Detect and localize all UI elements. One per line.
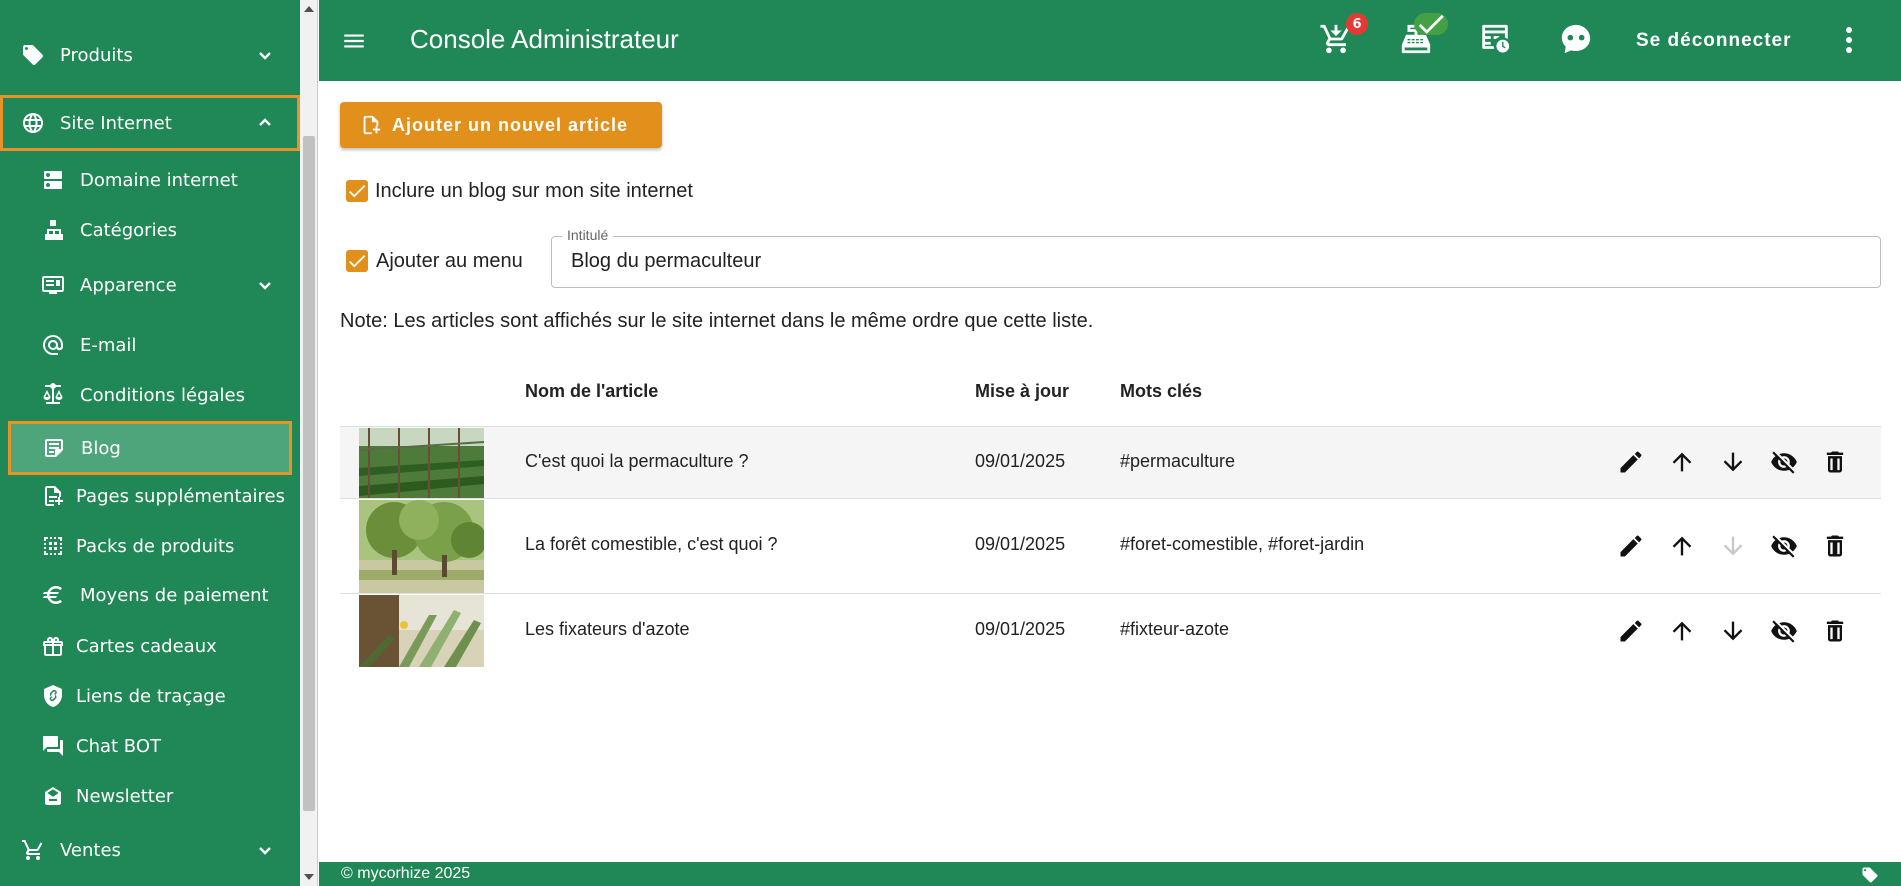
- add-article-label: Ajouter un nouvel article: [392, 114, 629, 135]
- column-header-name: Nom de l'article: [525, 381, 659, 401]
- article-name: C'est quoi la permaculture ?: [525, 451, 749, 471]
- sidebar-item-liens-de-tracage[interactable]: [0, 671, 300, 721]
- hamburger-menu-icon[interactable]: [341, 28, 367, 54]
- add-to-menu-checkbox[interactable]: [346, 250, 368, 272]
- add-to-menu-label: Ajouter au menu: [376, 250, 523, 272]
- row-actions: [1617, 617, 1872, 645]
- sidebar-item-categories[interactable]: [0, 205, 300, 255]
- at-icon: [40, 332, 66, 358]
- article-tags: #fixteur-azote: [1120, 619, 1230, 639]
- trash-icon[interactable]: [1821, 532, 1849, 560]
- add-article-button[interactable]: [340, 102, 662, 148]
- sidebar-item-label: Packs de produits: [76, 535, 235, 557]
- sidebar-item-domaine-internet[interactable]: [0, 155, 300, 205]
- cart-badge: 6: [1346, 13, 1368, 35]
- article-updated: 09/01/2025: [975, 534, 1066, 554]
- calendar-clock-icon[interactable]: [1478, 22, 1514, 58]
- hierarchy-icon: [40, 217, 66, 243]
- footer-copyright: © mycorhize 2025: [341, 865, 471, 882]
- article-thumbnail: [359, 595, 484, 667]
- sidebar: [0, 0, 300, 886]
- sidebar-item-label: Moyens de paiement: [80, 584, 269, 606]
- page-title: Console Administrateur: [410, 24, 679, 54]
- monitor-icon: [40, 272, 66, 298]
- trash-icon[interactable]: [1821, 617, 1849, 645]
- article-tags: #permaculture: [1120, 451, 1236, 471]
- sidebar-item-apparence[interactable]: [0, 260, 300, 310]
- page-add-icon: [360, 114, 382, 136]
- article-name: Les fixateurs d'azote: [525, 619, 690, 639]
- edit-icon[interactable]: [1617, 448, 1645, 476]
- article-updated: 09/01/2025: [975, 451, 1066, 471]
- balance-icon: [40, 382, 66, 408]
- table-row[interactable]: [340, 426, 1881, 498]
- sidebar-item-label: Conditions légales: [80, 384, 245, 406]
- sidebar-item-label: Apparence: [80, 274, 177, 296]
- sidebar-item-cartes-cadeaux[interactable]: [0, 621, 300, 671]
- include-blog-checkbox[interactable]: [346, 180, 368, 202]
- arrow-down-icon[interactable]: [1719, 532, 1747, 560]
- sidebar-item-packs-de-produits[interactable]: [0, 521, 300, 571]
- globe-icon: [20, 110, 46, 136]
- main-content: [319, 81, 1901, 862]
- blog-title-field[interactable]: [551, 227, 1881, 288]
- logout-button[interactable]: Se déconnecter: [1636, 30, 1792, 51]
- more-vert-icon[interactable]: [1844, 27, 1854, 55]
- sidebar-item-label: Chat BOT: [76, 735, 161, 757]
- sidebar-item-label: Liens de traçage: [76, 685, 226, 707]
- edit-icon[interactable]: [1617, 532, 1645, 560]
- sidebar-item-label: E-mail: [80, 334, 137, 356]
- trash-icon[interactable]: [1821, 448, 1849, 476]
- chevron-down-icon: [256, 46, 274, 64]
- sidebar-scrollbar[interactable]: [300, 0, 318, 886]
- blog-title-value: Blog du permaculteur: [571, 250, 762, 272]
- sidebar-item-moyens-de-paiement[interactable]: [0, 570, 300, 620]
- chevron-up-icon: [256, 114, 274, 132]
- order-note: Note: Les articles sont affichés sur le site internet dans le même ordre que cette liste.: [340, 310, 1094, 332]
- chat-icon: [40, 733, 66, 759]
- article-updated: 09/01/2025: [975, 619, 1066, 639]
- page-add-icon: [40, 483, 66, 509]
- dns-icon: [40, 167, 66, 193]
- sidebar-item-conditions-legales[interactable]: [0, 370, 300, 420]
- blog-title-legend: Intitulé: [562, 227, 613, 243]
- chevron-down-icon: [256, 276, 274, 294]
- sidebar-item-chat-bot[interactable]: [0, 721, 300, 771]
- sidebar-item-produits[interactable]: [0, 30, 300, 80]
- arrow-down-icon[interactable]: [1719, 448, 1747, 476]
- pack-icon: [40, 533, 66, 559]
- check-badge-icon: [1414, 13, 1448, 35]
- article-thumbnail: [359, 500, 484, 593]
- article-thumbnail: [359, 428, 484, 498]
- arrow-up-icon[interactable]: [1668, 448, 1696, 476]
- sidebar-item-email[interactable]: [0, 320, 300, 370]
- footer: [319, 862, 1901, 886]
- sidebar-item-ventes[interactable]: [0, 825, 300, 875]
- visibility-off-icon[interactable]: [1770, 532, 1798, 560]
- visibility-off-icon[interactable]: [1770, 448, 1798, 476]
- sidebar-item-label: Pages supplémentaires: [76, 485, 285, 507]
- euro-icon: [40, 582, 66, 608]
- link-shield-icon: [40, 683, 66, 709]
- cash-register-icon[interactable]: [1399, 22, 1435, 58]
- top-bar: [319, 0, 1901, 81]
- visibility-off-icon[interactable]: [1770, 617, 1798, 645]
- scroll-down-arrow-icon[interactable]: [304, 874, 314, 880]
- arrow-up-icon[interactable]: [1668, 617, 1696, 645]
- newsletter-icon: [40, 783, 66, 809]
- sidebar-item-pages-supplementaires[interactable]: [0, 471, 300, 521]
- sidebar-item-blog[interactable]: [8, 421, 292, 475]
- article-name: La forêt comestible, c'est quoi ?: [525, 534, 778, 554]
- gift-icon: [40, 633, 66, 659]
- table-row[interactable]: [340, 498, 1881, 593]
- scroll-up-arrow-icon[interactable]: [304, 6, 314, 12]
- edit-icon[interactable]: [1617, 617, 1645, 645]
- column-header-updated: Mise à jour: [975, 381, 1070, 401]
- arrow-up-icon[interactable]: [1668, 532, 1696, 560]
- sidebar-item-label: Newsletter: [76, 785, 174, 807]
- sidebar-item-label: Domaine internet: [80, 169, 238, 191]
- sidebar-item-label: Blog: [81, 437, 121, 459]
- tag-icon[interactable]: [1861, 866, 1879, 884]
- sidebar-item-newsletter[interactable]: [0, 771, 300, 821]
- sidebar-item-label: Cartes cadeaux: [76, 635, 217, 657]
- article-tags: #foret-comestible, #foret-jardin: [1120, 534, 1365, 554]
- row-actions: [1617, 532, 1872, 560]
- blog-icon: [41, 435, 67, 461]
- cart-icon: [20, 837, 46, 863]
- bot-face-icon[interactable]: [1559, 22, 1595, 58]
- table-row[interactable]: [340, 593, 1881, 667]
- include-blog-label: Inclure un blog sur mon site internet: [375, 180, 693, 202]
- sidebar-item-label: Ventes: [60, 839, 121, 861]
- arrow-down-icon[interactable]: [1719, 617, 1747, 645]
- column-header-tags: Mots clés: [1120, 381, 1203, 401]
- sidebar-item-label: Produits: [60, 44, 133, 66]
- sidebar-item-site-internet[interactable]: [0, 95, 300, 151]
- row-actions: [1617, 448, 1872, 476]
- sidebar-item-label: Catégories: [80, 219, 178, 241]
- scrollbar-thumb[interactable]: [303, 136, 315, 811]
- chevron-down-icon: [256, 841, 274, 859]
- tag-icon: [20, 42, 46, 68]
- sidebar-item-label: Site Internet: [60, 112, 172, 134]
- cart-download-icon[interactable]: [1319, 16, 1362, 58]
